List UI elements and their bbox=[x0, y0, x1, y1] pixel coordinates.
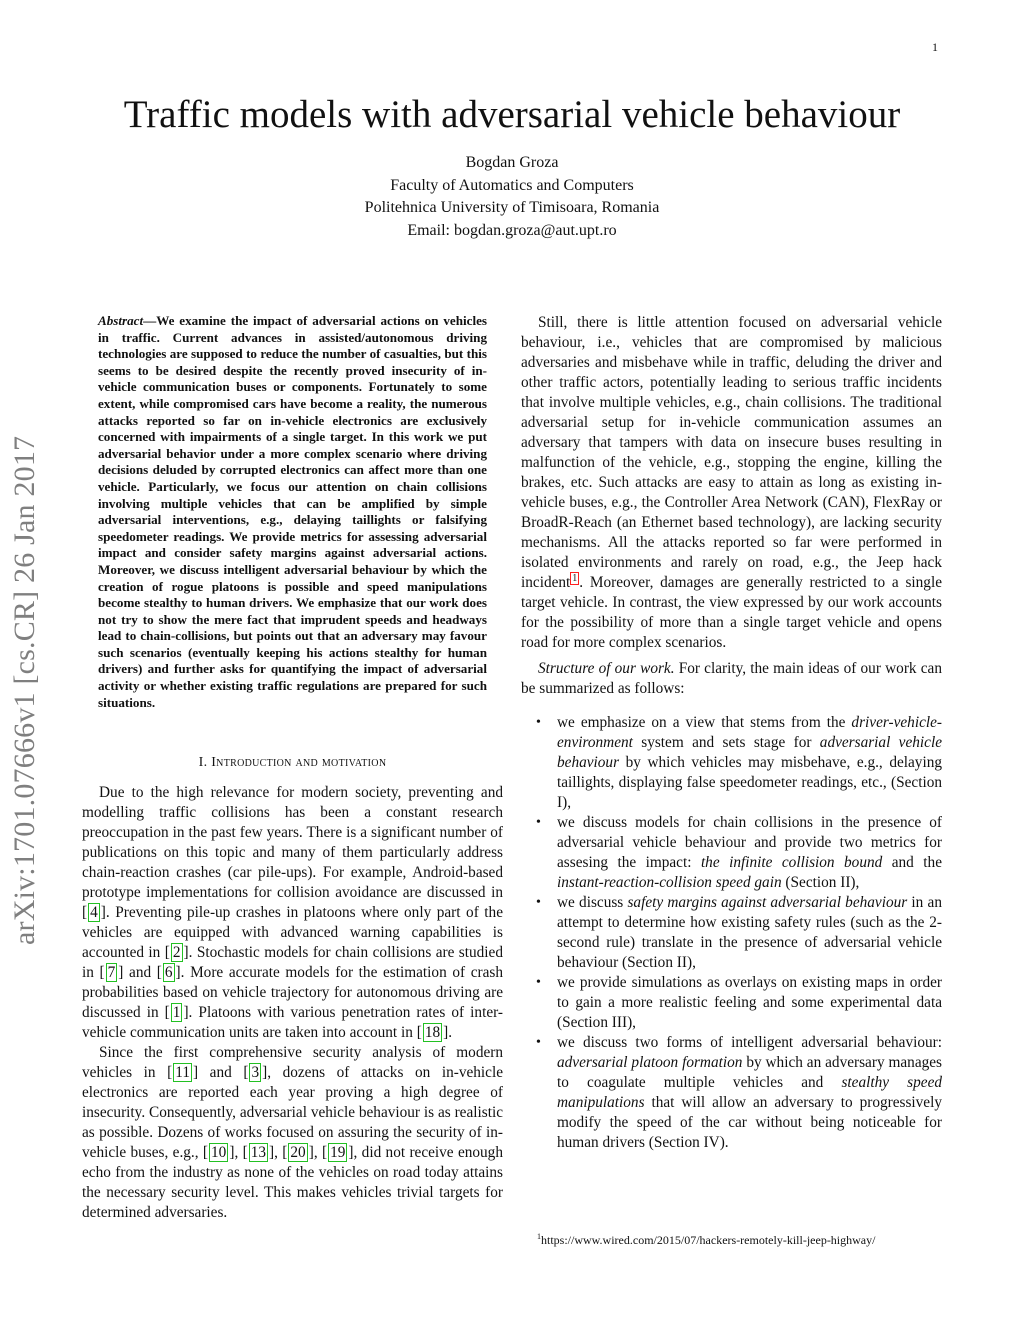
text-run: we discuss models for chain collisions in the presence of adversarial vehicle behaviour and provide two metrics for assesing the impact: bbox=[557, 814, 942, 871]
text-run: that will allow an adversary to progressively modify the speed of the car without being noticeable for human drivers (Section IV). bbox=[557, 1094, 942, 1151]
text-run: . Stochastic models for chain collisions are studied in bbox=[82, 944, 503, 982]
list-item bbox=[536, 1033, 943, 1153]
list-item bbox=[536, 893, 942, 973]
citation-link[interactable]: 2 bbox=[172, 944, 181, 962]
left-column bbox=[82, 313, 503, 1223]
citation-link[interactable]: 4 bbox=[90, 904, 98, 922]
text-run: system and sets stage for bbox=[632, 734, 820, 751]
citation-link[interactable]: 7 bbox=[107, 964, 116, 982]
abstract-label: Abstract bbox=[98, 313, 144, 328]
text-run: , did not receive enough echo from the industry as none of the vehicles on road today attains the necessary security level. This makes vehicles trivial targets for determined adversaries. bbox=[82, 1144, 503, 1222]
text-run: (Section II), bbox=[781, 874, 860, 891]
text-run: . bbox=[448, 1024, 453, 1042]
abstract-dash: — bbox=[143, 313, 157, 328]
section-number: I. bbox=[198, 755, 208, 771]
bullet-icon: • bbox=[536, 975, 541, 990]
text-run: , bbox=[234, 1144, 243, 1162]
text-run: , dozens of attacks on in-vehicle electronics are reported each year proving a high degree of insecurity. Consequently, adversarial vehicle behaviour is as realistic as possible. Dozens of works focused on assuring the security of in-vehicle buses, e.g., bbox=[82, 1064, 503, 1162]
abstract bbox=[82, 313, 503, 711]
text-run: and bbox=[123, 964, 157, 982]
text-run: safety margins against adversarial behaviour bbox=[627, 894, 908, 911]
text-run: we discuss two forms of intelligent adversarial behaviour: bbox=[557, 1034, 942, 1051]
author-university: Politehnica University of Timisoara, Romania bbox=[364, 199, 660, 216]
footnote-link[interactable]: 1 bbox=[572, 572, 578, 584]
text-run: we provide simulations as overlays on existing maps in order to gain a more realistic feeling and some experimental data (Section III), bbox=[557, 974, 942, 1031]
citation-link[interactable]: 19 bbox=[330, 1144, 346, 1162]
citation-link[interactable]: 6 bbox=[164, 964, 173, 982]
citation-link[interactable]: 3 bbox=[251, 1064, 260, 1082]
text-run: . Preventing pile-up crashes in platoons where only part of the vehicles are equipped with advanced warning capabilities is accounted in bbox=[82, 904, 503, 962]
paper-title: Traffic models with adversarial vehicle behaviour bbox=[123, 93, 901, 136]
structure-paragraph bbox=[521, 659, 942, 699]
citation-link[interactable]: 18 bbox=[424, 1024, 441, 1042]
text-run: by which an adversary manages to coagulate multiple vehicles and bbox=[557, 1054, 943, 1091]
text-run: . More accurate models for the estimation of crash probabilities based on vehicle trajectory for autonomous driving are discussed in bbox=[82, 964, 503, 1022]
author-name: Bogdan Groza bbox=[465, 154, 559, 171]
abstract-text: We examine the impact of adversarial actions on vehicles in traffic. Current advances in assisted/autonomous driving technologies are supposed to reduce the number of casualties, but this seems to be desired despite the recently proved insecurity of in-vehicle communication buses or components. Fortunately to some extent, while compromised cars have become a reality, the numerous attacks reported so far on in-vehicle electronics are exclusively concerned with impairments of a single target. In this work we put adversarial behavior under a more complex scenario where driving decisions deluded by corrupted electronics can affect more than one vehicle. Particularly, we focus our attention on chain collisions involving multiple vehicles that can be amplified by simple adversarial interventions, e.g., delaying taillights or falsifying speedometer readings. We provide metrics for assessing adversarial impact and consider safety margins against adversarial actions. Moreover, we discuss intelligent adversarial behaviour by which the creation of rogue platoons is possible and speed manipulations become stealthy to human drivers. We emphasize that our work does not try to show the mere fact that imprudent speeds and headways lead to chain-collisions, but points out that an adversary may favour such scenarios (eventually keeping his actions stealthy for human drivers) and further asks for quantifying the impact of adversarial activity or whether existing traffic regulations are prepared for such situations. bbox=[98, 313, 487, 710]
citation-link[interactable]: 10 bbox=[211, 1144, 227, 1162]
text-run: Still, there is little attention focused on adversarial vehicle behaviour, i.e., vehicles that are compromised by malicious adversaries and misbehave while in traffic, deluding the driver and other traffic actors, potentially leading to serious traffic incidents that involve multiple vehicles, e.g., chain collisions. The traditional adversarial setup for in-vehicle communication assumes an adversary that tampers with data on insecure buses resulting in malfunction of the vehicle, e.g., stopping the engine, killing the brakes, etc. Such attacks are easy to attain as long as existing in-vehicle buses, e.g., the Controller Area Network (CAN), FlexRay or BroadR-Reach (an Ethernet based technology), are lacking security mechanisms. All the attacks reported so far were performed in isolated environments and rarely on road, e.g., the Jeep hack incident bbox=[521, 314, 942, 591]
citation-link[interactable]: 13 bbox=[250, 1144, 267, 1162]
text-run: driver-vehicle-environment bbox=[557, 714, 942, 751]
bullet-icon: • bbox=[536, 1035, 541, 1050]
intro-paragraph-1: Due to the high relevance for modern society, preventing and modelling traffic collisions has been a constant research preoccupation in the past few years. There is a significant number of publications on this topic and many of them particularly address chain-reaction crashes (car pile-ups). For example, Android-based prototype implementations for collision avoidance are discussed in [ 4 ]. Preventing pile-up crashes in platoons where only part of the vehicles are equipped with advanced warning capabilities is accounted in [ 2 ]. Stochastic models for chain collisions are studied in [ 7 ] and [ 6 ]. More accurate models for the estimation of crash probabilities based on vehicle trajectory for autonomous driving are discussed in [ 1 ]. Platoons with various penetration rates of inter-vehicle communication units are taken into account in [ 18 ]. bbox=[82, 784, 503, 1042]
bullet-icon: • bbox=[536, 895, 541, 910]
author-department: Faculty of Automatics and Computers bbox=[390, 176, 634, 194]
text-run: stealthy speed manipulations bbox=[557, 1074, 943, 1111]
section-heading-introduction bbox=[82, 755, 503, 771]
footnote-url[interactable]: https://www.wired.com/2015/07/hackers-remotely-kill-jeep-highway/ bbox=[541, 1233, 876, 1247]
text-run: Since the first comprehensive security analysis of modern vehicles in bbox=[82, 1044, 503, 1082]
text-run: adversarial vehicle behaviour bbox=[557, 734, 942, 771]
author-email: Email: bogdan.groza@aut.upt.ro bbox=[407, 221, 617, 239]
section-title: Introduction and motivation bbox=[211, 755, 387, 771]
text-run: we discuss bbox=[557, 894, 628, 911]
text-run: and the bbox=[882, 854, 942, 871]
bullet-icon: • bbox=[536, 715, 541, 730]
list-item bbox=[536, 813, 942, 893]
text-run: For clarity, the main ideas of our work can be summarized as follows: bbox=[521, 660, 942, 697]
text-run: . Moreover, damages are generally restricted to a single target vehicle. In contrast, the view expressed by our work accounts for the possibility of more than a single target vehicle and opens road for more complex scenarios. bbox=[521, 574, 942, 651]
footnote-mark: 1 bbox=[537, 1232, 541, 1241]
text-run: by which vehicles may misbehave, e.g., delaying taillights, displaying false speedometer readings, etc., (Section I), bbox=[557, 754, 942, 811]
text-run: in an attempt to determine how existing safety rules (such as the 2-second rule) translate in the presence of adversarial vehicle behaviour (Section II), bbox=[557, 894, 942, 971]
footnote bbox=[537, 1232, 875, 1248]
list-item bbox=[536, 973, 942, 1033]
list-item bbox=[536, 713, 942, 813]
author-block bbox=[0, 152, 1024, 242]
citation-link[interactable]: 1 bbox=[172, 1004, 181, 1022]
text-run: instant-reaction-collision speed gain bbox=[557, 874, 782, 891]
text-run: . Platoons with various penetration rates of inter-vehicle communication units are taken into account in bbox=[82, 1004, 503, 1042]
structure-heading: Structure of our work. bbox=[538, 660, 675, 677]
citation-link[interactable]: 20 bbox=[290, 1144, 306, 1162]
text-run: Due to the high relevance for modern society, preventing and modelling traffic collisions has been a constant research preoccupation in the past few years. There is a significant number of publications on this topic and many of them particularly address chain-reaction crashes (car pile-ups). For example, Android-based prototype implementations for collision avoidance are discussed in bbox=[82, 784, 503, 902]
text-run: we emphasize on a view that stems from the bbox=[557, 714, 852, 731]
contribution-list bbox=[521, 713, 942, 1153]
text-run: , bbox=[274, 1144, 283, 1162]
intro-paragraph-2: Since the first comprehensive security analysis of modern vehicles in [ 11 ] and [ 3 ], dozens of attacks on in-vehicle electronics are reported each year proving a high degree of insecurity. Consequently, adversarial vehicle behaviour is as realistic as possible. Dozens of works focused on assuring the security of in-vehicle buses, e.g., [ 10 ], [ 13 ], [ 20 ], [ 19 ], did not receive enough echo from the industry as none of the vehicles on road today attains the necessary security level. This makes vehicles trivial targets for determined adversaries. bbox=[82, 1044, 503, 1222]
text-run: , bbox=[313, 1144, 322, 1162]
arxiv-identifier: arXiv:1701.07666v1 [cs.CR] 26 Jan 2017 bbox=[8, 435, 41, 945]
bullet-icon: • bbox=[536, 815, 541, 830]
text-run: adversarial platoon formation bbox=[557, 1054, 743, 1071]
citation-link[interactable]: 11 bbox=[175, 1064, 190, 1082]
right-column bbox=[521, 313, 942, 1153]
motivation-paragraph bbox=[521, 313, 942, 653]
text-run: the infinite collision bound bbox=[700, 854, 883, 871]
page-number: 1 bbox=[932, 40, 938, 54]
text-run: and bbox=[198, 1064, 244, 1082]
